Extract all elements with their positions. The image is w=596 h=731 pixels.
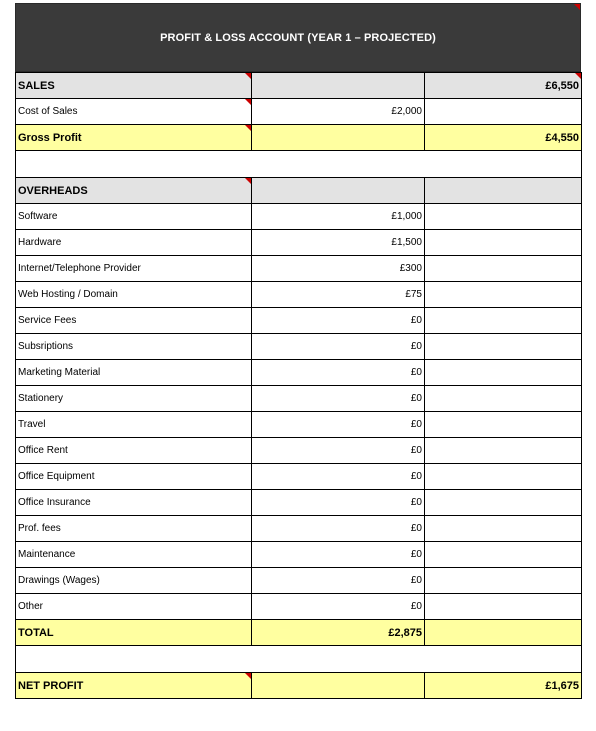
overhead-value-cell[interactable] — [252, 412, 425, 438]
gross-profit-value-cell[interactable] — [252, 125, 425, 151]
gross-profit-total-cell[interactable] — [425, 125, 582, 151]
overhead-total-cell[interactable] — [425, 256, 582, 282]
overhead-value-cell[interactable] — [252, 360, 425, 386]
overhead-value: £1,500 — [391, 237, 422, 248]
overheads-header-row — [16, 178, 582, 204]
comment-marker-icon[interactable] — [245, 99, 251, 105]
overhead-value-cell[interactable] — [252, 230, 425, 256]
overhead-label-cell[interactable] — [16, 360, 252, 386]
overhead-label: Subsriptions — [18, 341, 74, 352]
sales-row — [16, 73, 582, 99]
overhead-row — [16, 464, 582, 490]
overhead-label-cell[interactable] — [16, 412, 252, 438]
overhead-value: £0 — [410, 419, 422, 430]
gross-profit-total: £4,550 — [545, 131, 579, 144]
overhead-total-cell[interactable] — [425, 360, 582, 386]
overhead-row — [16, 334, 582, 360]
overhead-row — [16, 568, 582, 594]
net-profit-label: NET PROFIT — [18, 679, 84, 692]
overhead-label-cell[interactable] — [16, 438, 252, 464]
comment-marker-icon[interactable] — [245, 673, 251, 679]
cost-of-sales-value-cell[interactable] — [252, 99, 425, 125]
overhead-label-cell[interactable] — [16, 594, 252, 620]
overhead-value: £1,000 — [391, 211, 422, 222]
overhead-label: Maintenance — [18, 549, 76, 560]
overhead-value: £0 — [410, 445, 422, 456]
blank-cell[interactable] — [16, 646, 582, 673]
overhead-label: Drawings (Wages) — [18, 575, 100, 586]
total-label-cell[interactable] — [16, 620, 252, 646]
overhead-label-cell[interactable] — [16, 568, 252, 594]
overheads-header-value-cell[interactable] — [252, 178, 425, 204]
cost-of-sales-total-cell[interactable] — [425, 99, 582, 125]
overhead-label: Stationery — [18, 393, 64, 404]
blank-row — [16, 151, 582, 178]
overhead-label-cell[interactable] — [16, 230, 252, 256]
overheads-list — [16, 204, 582, 620]
overhead-label: Other — [18, 601, 44, 612]
overhead-row — [16, 412, 582, 438]
net-profit-total-cell[interactable] — [425, 673, 582, 699]
blank-cell[interactable] — [16, 151, 582, 178]
overhead-value: £0 — [410, 393, 422, 404]
overhead-total-cell[interactable] — [425, 542, 582, 568]
overhead-total-cell[interactable] — [425, 204, 582, 230]
gross-profit-label: Gross Profit — [18, 131, 82, 144]
overhead-total-cell[interactable] — [425, 594, 582, 620]
net-profit-total: £1,675 — [545, 679, 579, 692]
overhead-value: £0 — [410, 497, 422, 508]
comment-marker-icon[interactable] — [245, 125, 251, 131]
net-profit-label-cell[interactable] — [16, 673, 252, 699]
total-value-cell[interactable] — [252, 620, 425, 646]
overhead-row — [16, 386, 582, 412]
sales-label: SALES — [18, 79, 55, 92]
cost-of-sales-row — [16, 99, 582, 125]
total-label: TOTAL — [18, 626, 54, 639]
overhead-label: Office Insurance — [18, 497, 91, 508]
overhead-value: £0 — [410, 471, 422, 482]
blank-row — [16, 646, 582, 673]
overhead-label-cell[interactable] — [16, 516, 252, 542]
overhead-value: £0 — [410, 315, 422, 326]
overhead-value-cell[interactable] — [252, 490, 425, 516]
cost-of-sales-value: £2,000 — [391, 106, 422, 117]
overhead-value: £0 — [410, 575, 422, 586]
overhead-total-cell[interactable] — [425, 438, 582, 464]
comment-marker-icon[interactable] — [574, 4, 580, 10]
overhead-row — [16, 282, 582, 308]
sales-total-cell[interactable] — [425, 73, 582, 99]
overhead-label-cell[interactable] — [16, 204, 252, 230]
profit-loss-table — [15, 72, 582, 699]
page-title: PROFIT & LOSS ACCOUNT (YEAR 1 – PROJECTED) — [160, 31, 436, 44]
sales-value-cell[interactable] — [252, 73, 425, 99]
overhead-value: £0 — [410, 523, 422, 534]
overhead-row — [16, 516, 582, 542]
overhead-label: Travel — [18, 419, 46, 430]
overhead-value-cell[interactable] — [252, 568, 425, 594]
overhead-row — [16, 230, 582, 256]
overhead-label: Marketing Material — [18, 367, 101, 378]
overhead-total-cell[interactable] — [425, 516, 582, 542]
overhead-label-cell[interactable] — [16, 542, 252, 568]
overhead-label: Hardware — [18, 237, 62, 248]
overhead-total-cell[interactable] — [425, 490, 582, 516]
overhead-value-cell[interactable] — [252, 386, 425, 412]
overhead-total-cell[interactable] — [425, 464, 582, 490]
overhead-label: Prof. fees — [18, 523, 61, 534]
overhead-total-cell[interactable] — [425, 412, 582, 438]
overhead-label: Internet/Telephone Provider — [18, 263, 141, 274]
overhead-row — [16, 204, 582, 230]
overhead-row — [16, 542, 582, 568]
overhead-row — [16, 360, 582, 386]
overhead-value: £300 — [399, 263, 422, 274]
spreadsheet — [15, 3, 581, 699]
comment-marker-icon[interactable] — [245, 73, 251, 79]
gross-profit-label-cell[interactable] — [16, 125, 252, 151]
comment-marker-icon[interactable] — [245, 178, 251, 184]
overhead-label: Office Equipment — [18, 471, 95, 482]
overhead-value-cell[interactable] — [252, 438, 425, 464]
overhead-row — [16, 490, 582, 516]
overhead-label-cell[interactable] — [16, 256, 252, 282]
overhead-value-cell[interactable] — [252, 334, 425, 360]
gross-profit-row — [16, 125, 582, 151]
overhead-total-cell[interactable] — [425, 568, 582, 594]
overhead-total-cell[interactable] — [425, 282, 582, 308]
overhead-value: £0 — [410, 549, 422, 560]
overhead-value: £0 — [410, 601, 422, 612]
comment-marker-icon[interactable] — [575, 73, 581, 79]
overhead-label: Office Rent — [18, 445, 68, 456]
overhead-label-cell[interactable] — [16, 386, 252, 412]
overhead-label: Service Fees — [18, 315, 77, 326]
overheads-header-total-cell[interactable] — [425, 178, 582, 204]
overhead-row — [16, 256, 582, 282]
overhead-label: Web Hosting / Domain — [18, 289, 118, 300]
overhead-value-cell[interactable] — [252, 464, 425, 490]
net-profit-row — [16, 673, 582, 699]
overhead-row — [16, 308, 582, 334]
overhead-value-cell[interactable] — [252, 204, 425, 230]
overhead-row — [16, 438, 582, 464]
overhead-value-cell[interactable] — [252, 308, 425, 334]
total-value: £2,875 — [388, 626, 422, 639]
overhead-value-cell[interactable] — [252, 256, 425, 282]
overhead-value-cell[interactable] — [252, 282, 425, 308]
overhead-total-cell[interactable] — [425, 308, 582, 334]
overhead-value: £0 — [410, 341, 422, 352]
overhead-label-cell[interactable] — [16, 282, 252, 308]
overhead-value: £0 — [410, 367, 422, 378]
overhead-value-cell[interactable] — [252, 542, 425, 568]
net-profit-value-cell[interactable] — [252, 673, 425, 699]
sales-total: £6,550 — [545, 79, 579, 92]
overhead-total-cell[interactable] — [425, 230, 582, 256]
cost-of-sales-label: Cost of Sales — [18, 106, 78, 117]
overhead-total-cell[interactable] — [425, 334, 582, 360]
sales-label-cell[interactable] — [16, 73, 252, 99]
overheads-header-cell[interactable] — [16, 178, 252, 204]
overhead-value: £75 — [405, 289, 422, 300]
overhead-label-cell[interactable] — [16, 490, 252, 516]
title-bar[interactable] — [15, 3, 581, 72]
overhead-total-cell[interactable] — [425, 386, 582, 412]
overhead-label: Software — [18, 211, 58, 222]
overhead-row — [16, 594, 582, 620]
cost-of-sales-label-cell[interactable] — [16, 99, 252, 125]
overhead-value-cell[interactable] — [252, 594, 425, 620]
overhead-label-cell[interactable] — [16, 308, 252, 334]
total-row — [16, 620, 582, 646]
total-total-cell[interactable] — [425, 620, 582, 646]
overhead-value-cell[interactable] — [252, 516, 425, 542]
overhead-label-cell[interactable] — [16, 334, 252, 360]
overhead-label-cell[interactable] — [16, 464, 252, 490]
overheads-header: OVERHEADS — [18, 184, 88, 197]
